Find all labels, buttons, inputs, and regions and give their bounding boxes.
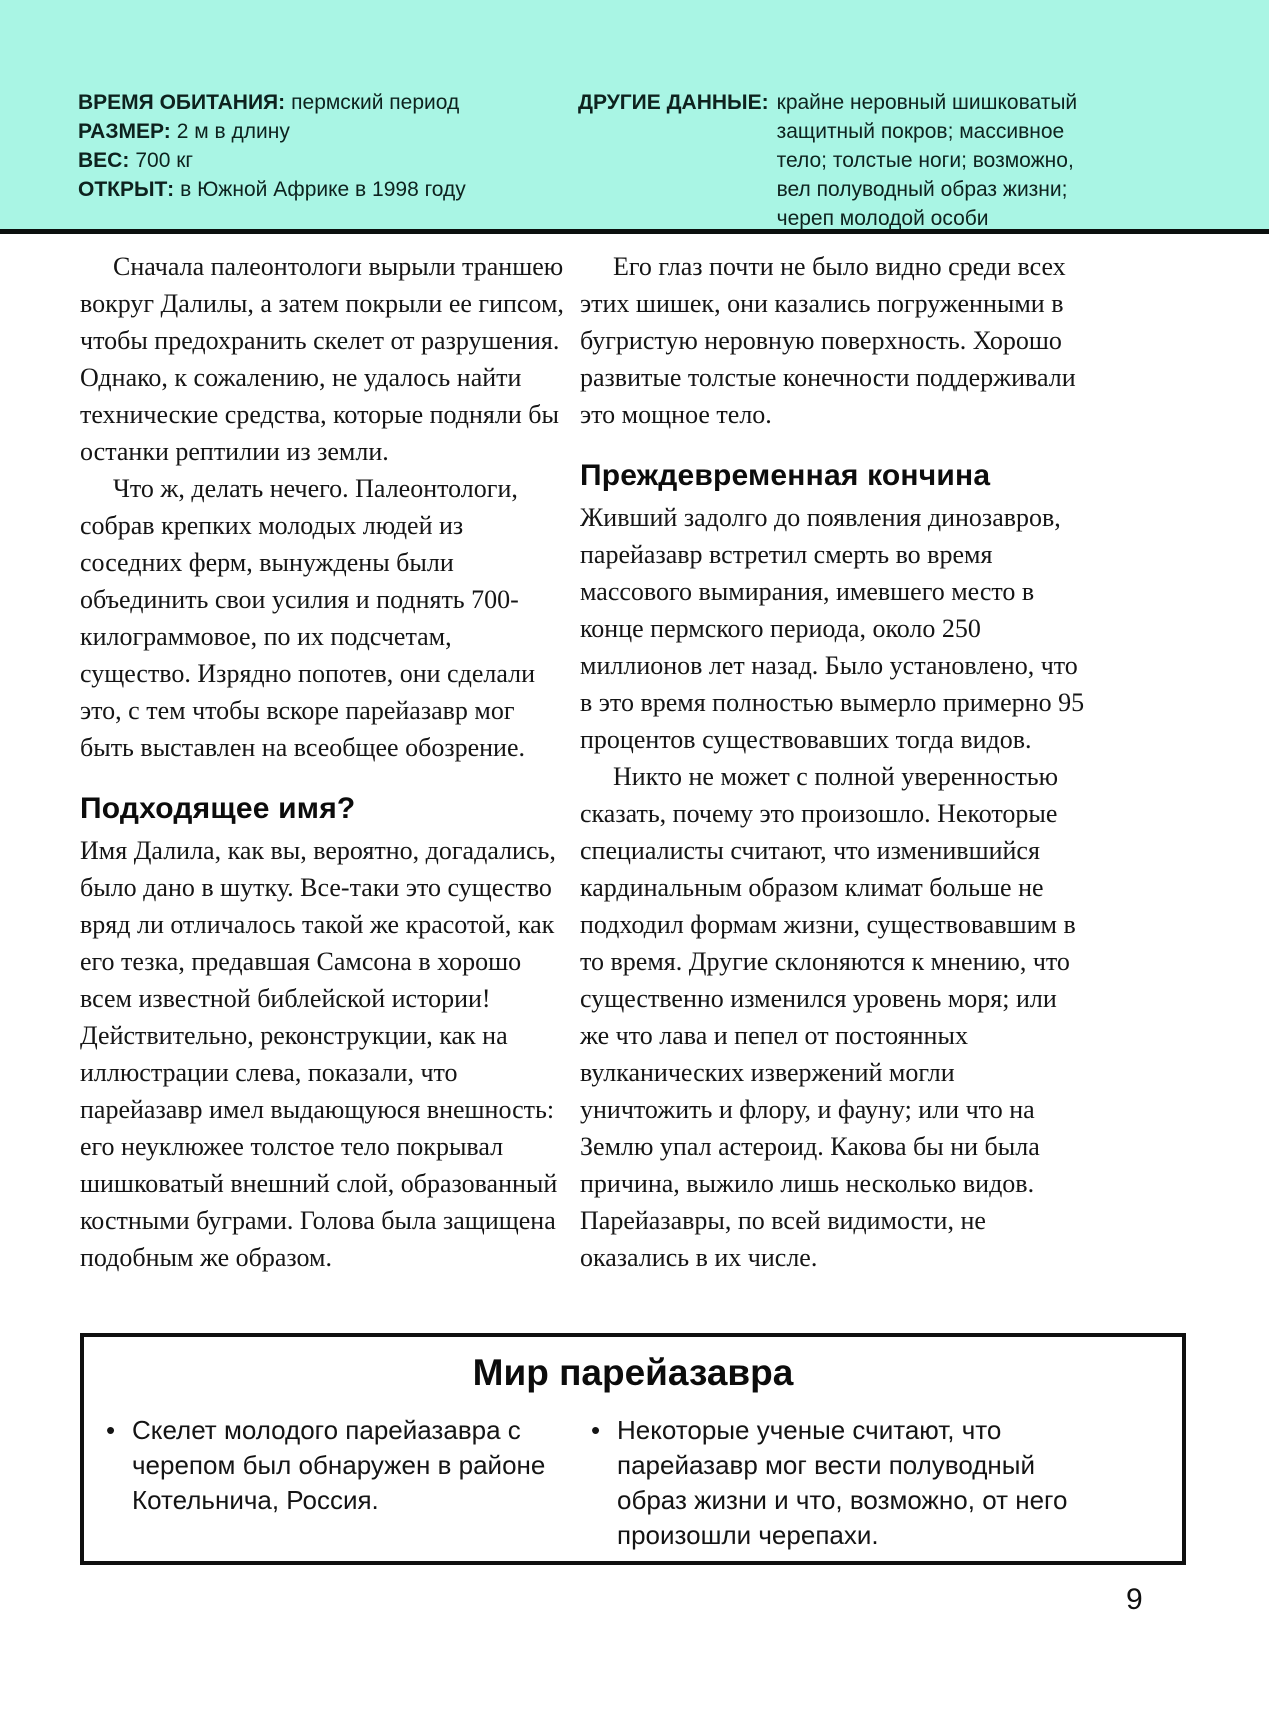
paragraph: Имя Далила, как вы, вероятно, догадались, было дано в шутку. Все-таки это существо вряд ли отличалось такой же красотой, как его тезка, предавшая Самсона в хорошо всем известной библейской истории! Действительно, реконструкции, как на иллюстрации слева, показали, что парейазавр имел выдающуюся внешность: его неуклюжее толстое тело покрывал шишковатый внешний слой, образованный костными буграми. Голова была защищена подобным же образом. <box>80 836 558 1272</box>
paragraph: Сначала палеонтологи вырыли траншею вокруг Далилы, а затем покрыли ее гипсом, чтобы предохранить скелет от разрушения. Однако, к сожалению, не удалось найти технические средства, которые подняли бы останки рептилии из земли. <box>80 252 564 466</box>
paragraph: Что ж, делать нечего. Палеонтологи, собрав крепких молодых людей из соседних ферм, вынуждены были объединить свои усилия и поднять 700-килограммовое, по их подсчетам, существо. Изрядно попотев, они сделали это, с тем чтобы вскоре парейазавр мог быть выставлен на всеобщее обозрение. <box>80 474 535 762</box>
fact-size-value: 2 м в длину <box>176 120 290 143</box>
article-body <box>80 234 1190 1276</box>
paragraph: Никто не может с полной уверенностью сказать, почему это произошло. Некоторые специалисты считают, что изменившийся кардинальным образом климат больше не подходил формам жизни, существовавшим в то время. Другие склоняются к мнению, что существенно изменился уровень моря; или же что лава и пепел от постоянных вулканических извержений могли уничтожить и флору, и фауну; или что на Землю упал астероид. Какова бы ни была причина, выжило лишь несколько видов. Парейазавры, по всей видимости, не оказались в их числе. <box>580 762 1076 1272</box>
bullet-icon: • <box>106 1415 116 1445</box>
fact-weight-label: ВЕС: <box>78 149 130 172</box>
column-right <box>580 234 1090 1276</box>
fact-discovered <box>78 175 548 204</box>
fact-size-label: РАЗМЕР: <box>78 120 171 143</box>
fact-habitat <box>78 88 548 117</box>
fact-other-label: ДРУГИЕ ДАННЫЕ: <box>578 91 769 114</box>
paragraph: Живший задолго до появления динозавров, парейазавр встретил смерть во время массового вымирания, имевшего место в конце пермского периода, около 250 миллионов лет назад. Было установлено, что в это время полностью вымерло примерно 95 процентов существовавших тогда видов. <box>580 503 1085 754</box>
section-heading-premature-demise: Преждевременная кончина <box>580 459 991 492</box>
list-item <box>591 1413 1101 1553</box>
list-item <box>106 1413 566 1553</box>
fact-discovered-value: в Южной Африке в 1998 году <box>180 178 466 201</box>
infobox-title: Мир парейазавра <box>472 1352 794 1393</box>
fact-discovered-label: ОТКРЫТ: <box>78 178 175 201</box>
bullet-icon: • <box>591 1415 601 1445</box>
section-heading-fitting-name: Подходящее имя? <box>80 792 356 825</box>
fact-habitat-label: ВРЕМЯ ОБИТАНИЯ: <box>78 91 286 114</box>
factbox-right <box>578 88 1098 233</box>
fact-band <box>0 0 1269 234</box>
factbox-left <box>78 88 548 204</box>
world-of-pareiasaur-box <box>80 1333 1186 1565</box>
infobox-bullet-list <box>84 1393 1182 1553</box>
bullet-text: Скелет молодого парейазавра с черепом был обнаружен в районе Котельнича, Россия. <box>132 1415 546 1515</box>
fact-weight-value: 700 кг <box>135 149 194 172</box>
fact-other-value: крайне неровный шишковатый защитный покров; массивное тело; толстые ноги; возможно, вел полуводный образ жизни; череп молодой особи <box>776 91 1078 230</box>
column-left <box>80 234 565 1276</box>
bullet-text: Некоторые ученые считают, что парейазавр мог вести полуводный образ жизни и что, возможно, от него произошли черепахи. <box>617 1415 1068 1550</box>
paragraph: Его глаз почти не было видно среди всех этих шишек, они казались погруженными в бугристую неровную поверхность. Хорошо развитые толстые конечности поддерживали это мощное тело. <box>580 252 1076 429</box>
page-number: 9 <box>1126 1583 1143 1616</box>
fact-size <box>78 117 548 146</box>
fact-habitat-value: пермский период <box>291 91 460 114</box>
fact-weight <box>78 146 548 175</box>
